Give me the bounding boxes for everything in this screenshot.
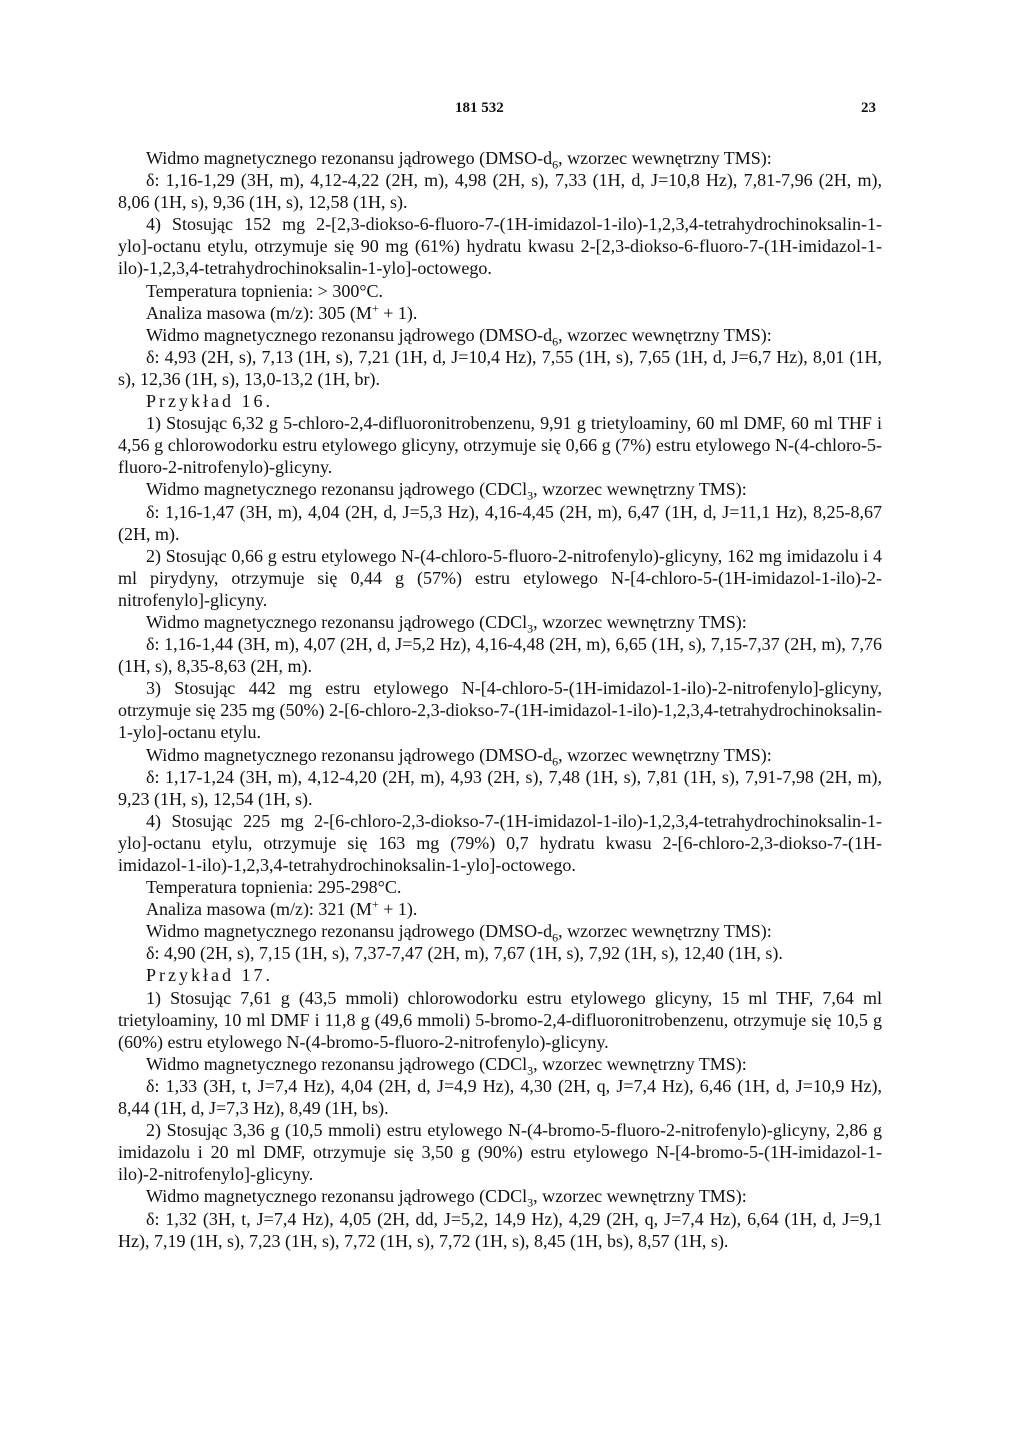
paragraph: δ: 1,16-1,47 (3H, m), 4,04 (2H, d, J=5,3 Hz), 4,16-4,45 (2H, m), 6,47 (1H, d, J=11,1 Hz), 8,25-8,67 (2H, m). xyxy=(118,501,882,544)
paragraph: δ: 1,16-1,29 (3H, m), 4,12-4,22 (2H, m), 4,98 (2H, s), 7,33 (1H, d, J=10,8 Hz), 7,81-7,96 (2H, m), 8,06 (1H, s), 9,36 (1H, s), 12,58 (1H, s). xyxy=(118,170,882,213)
paragraph: 1) Stosując 7,61 g (43,5 mmoli) chlorowodorku estru etylowego glicyny, 15 ml THF, 7,64 ml trietyloaminy, 10 ml DMF i 11,8 g (49,6 mmoli) 5-bromo-2,4-difluoronitrobenzenu, otrzymuje się 10,5 g (60%) estru etylowego N-(4-bromo-5-fluoro-2-nitrofenylo)-glicyny. xyxy=(118,987,882,1052)
paragraph: Widmo magnetycznego rezonansu jądrowego ($DMSO-d_6$, wzorzec wewnętrzny TMS): xyxy=(146,148,772,172)
paragraph: δ: 1,16-1,44 (3H, m), 4,07 (2H, d, J=5,2 Hz), 4,16-4,48 (2H, m), 6,65 (1H, s), 7,15-7,37 (2H, m), 7,76 (1H, s), 8,35-8,63 (2H, m). xyxy=(118,634,882,677)
paragraph: Widmo magnetycznego rezonansu jądrowego (CDCl$_3$, wzorzec wewnętrzny TMS): xyxy=(146,1186,747,1210)
paragraph: 4) Stosując 152 mg 2-[2,3-diokso-6-fluoro-7-(1H-imidazol-1-ilo)-1,2,3,4-tetrahydrochinoksalin-1-ylo]-octanu etylu, otrzymuje się 90 mg (61%) hydratu kwasu 2-[2,3-diokso-6-fluoro-7-(1H-imidazol-1-ilo)-1,2,3,4-tetrahydrochinoksalin-1-ylo]-octowego. xyxy=(118,214,882,279)
paragraph: Widmo magnetycznego rezonansu jądrowego ($DMSO-d_6$, wzorzec wewnętrzny TMS): xyxy=(146,744,772,769)
paragraph: Widmo magnetycznego rezonansu jądrowego (CDCl$_3$, wzorzec wewnętrzny TMS): xyxy=(146,1053,747,1078)
paragraph: Temperatura topnienia: > 300°C. xyxy=(146,280,384,301)
paragraph: Temperatura topnienia: 295-298°C. xyxy=(146,877,402,898)
page-header xyxy=(0,96,1024,122)
paragraph: Analiza masowa (m/z): 321 (M+ + 1). xyxy=(146,897,418,920)
paragraph: Widmo magnetycznego rezonansu jądrowego (CDCl$_3$, wzorzec wewnętrzny TMS): xyxy=(146,479,747,503)
example-heading: Przykład 17. xyxy=(146,965,273,986)
paragraph: 3) Stosując 442 mg estru etylowego N-[4-chloro-5-(1H-imidazol-1-ilo)-2-nitrofenylo]-glicyny, otrzymuje się 235 mg (50%) 2-[6-chloro-2,3-diokso-7-(1H-imidazol-1-ilo)-1,2,3,4-tetrahydrochinoksalin-1-ylo]-octanu etylu. xyxy=(118,678,882,743)
paragraph: δ: 4,93 (2H, s), 7,13 (1H, s), 7,21 (1H, d, J=10,4 Hz), 7,55 (1H, s), 7,65 (1H, d, J=6,7 Hz), 8,01 (1H, s), 12,36 (1H, s), 13,0-13,2 (1H, br). xyxy=(118,346,882,389)
patent-number: 181 532 xyxy=(455,100,504,116)
paragraph: 1) Stosując 6,32 g 5-chloro-2,4-difluoronitrobenzenu, 9,91 g trietyloaminy, 60 ml DMF, 60 ml THF i 4,56 g chlorowodorku estru etylowego glicyny, otrzymuje się 0,66 g (7%) estru etylowego N-(4-chloro-5-fluoro-2-nitrofenylo)-glicyny. xyxy=(118,413,882,478)
example-heading: Przykład 16. xyxy=(146,391,273,412)
page-number: 23 xyxy=(861,100,876,116)
document-body xyxy=(118,147,882,1252)
paragraph: δ: 1,33 (3H, t, J=7,4 Hz), 4,04 (2H, d, J=4,9 Hz), 4,30 (2H, q, J=7,4 Hz), 6,46 (1H, d, J=10,9 Hz), 8,44 (1H, d, J=7,3 Hz), 8,49 (1H, bs). xyxy=(118,1075,882,1119)
paragraph: δ: 1,17-1,24 (3H, m), 4,12-4,20 (2H, m), 4,93 (2H, s), 7,48 (1H, s), 7,81 (1H, s), 7,91-7,98 (2H, m), 9,23 (1H, s), 12,54 (1H, s). xyxy=(118,766,882,809)
paragraph: Analiza masowa (m/z): 305 (M+ + 1). xyxy=(146,300,418,323)
paragraph: 2) Stosując 3,36 g (10,5 mmoli) estru etylowego N-(4-bromo-5-fluoro-2-nitrofenylo)-glicyny, 2,86 g imidazolu i 20 ml DMF, otrzymuje się 3,50 g (90%) estru etylowego N-[4-bromo-5-(1H-imidazol-1-ilo)-2-nitrofenylo]-glicyny. xyxy=(118,1120,882,1185)
paragraph: 4) Stosując 225 mg 2-[6-chloro-2,3-diokso-7-(1H-imidazol-1-ilo)-1,2,3,4-tetrahydrochinoksalin-1-ylo]-octanu etylu, otrzymuje się 163 mg (79%) 0,7 hydratu kwasu 2-[6-chloro-2,3-diokso-7-(1H-imidazol-1-ilo)-1,2,3,4-tetrahydrochinoksalin-1-ylo]-octowego. xyxy=(118,810,882,875)
paragraph: 2) Stosując 0,66 g estru etylowego N-(4-chloro-5-fluoro-2-nitrofenylo)-glicyny, 162 mg imidazolu i 4 ml pirydyny, otrzymuje się 0,44 g (57%) estru etylowego N-[4-chloro-5-(1H-imidazol-1-ilo)-2-nitrofenylo]-glicyny. xyxy=(118,545,882,610)
paragraph: δ: 1,32 (3H, t, J=7,4 Hz), 4,05 (2H, dd, J=5,2, 14,9 Hz), 4,29 (2H, q, J=7,4 Hz), 6,64 (1H, d, J=9,1 Hz), 7,19 (1H, s), 7,23 (1H, s), 7,72 (1H, s), 7,72 (1H, s), 8,45 (1H, bs), 8,57 (1H, s). xyxy=(118,1208,882,1251)
paragraph: Widmo magnetycznego rezonansu jądrowego ($DMSO-d_6$, wzorzec wewnętrzny TMS): xyxy=(146,921,772,945)
paragraph: Widmo magnetycznego rezonansu jądrowego (CDCl$_3$, wzorzec wewnętrzny TMS): xyxy=(146,611,747,636)
paragraph: Widmo magnetycznego rezonansu jądrowego ($DMSO-d_6$, wzorzec wewnętrzny TMS): xyxy=(146,324,772,349)
paragraph: δ: 4,90 (2H, s), 7,15 (1H, s), 7,37-7,47 (2H, m), 7,67 (1H, s), 7,92 (1H, s), 12,40 (1H, s). xyxy=(146,943,783,964)
